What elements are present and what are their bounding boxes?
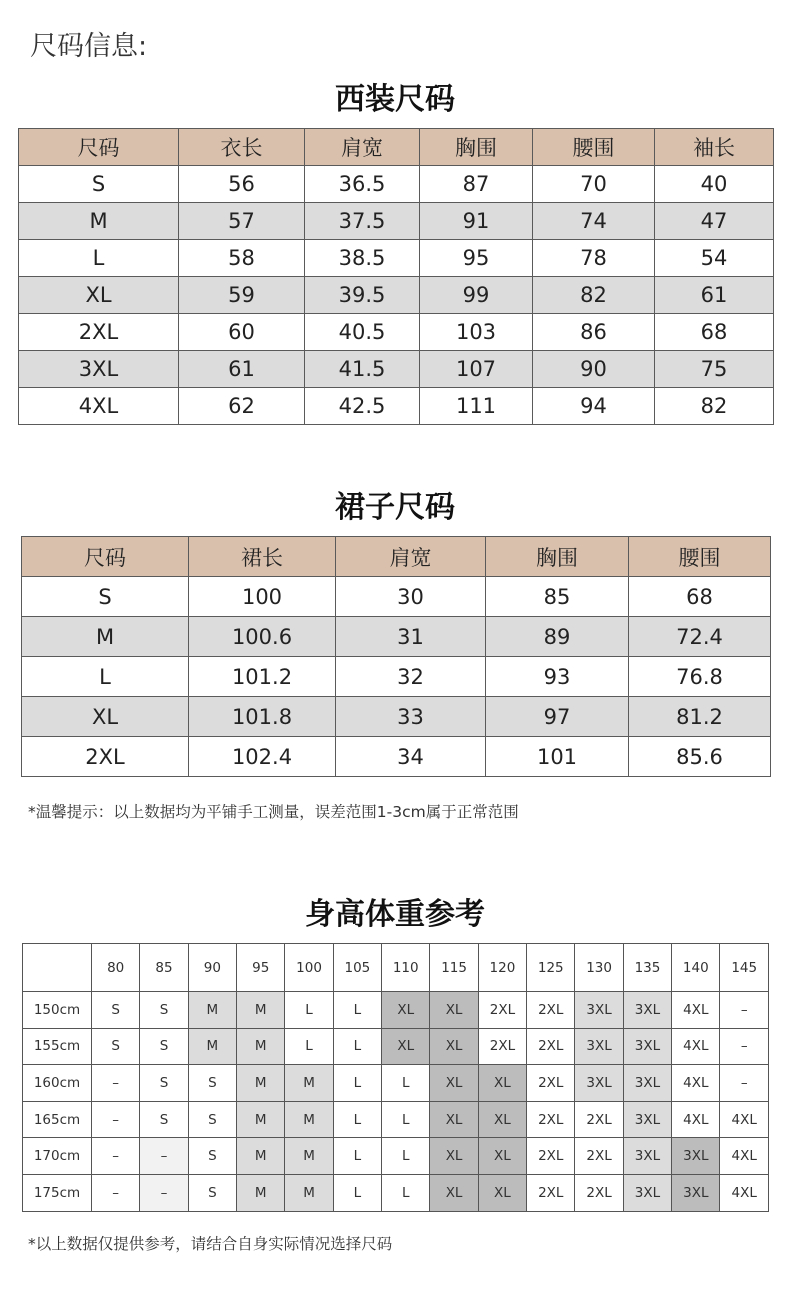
size-cell: –	[140, 1138, 188, 1175]
size-cell: –	[92, 1138, 140, 1175]
measurement-cell: 56	[179, 166, 305, 203]
size-label-cell: XL	[19, 277, 179, 314]
size-cell: XL	[478, 1065, 526, 1102]
weight-header-cell: 145	[720, 944, 769, 992]
size-cell: L	[333, 1138, 381, 1175]
table-row	[22, 697, 771, 737]
measurement-cell: 61	[179, 351, 305, 388]
height-row	[23, 1028, 769, 1065]
column-header: 胸围	[486, 537, 629, 577]
size-cell: M	[237, 1065, 285, 1102]
size-cell: XL	[382, 992, 430, 1029]
measurement-cell: 101.8	[189, 697, 336, 737]
size-cell: M	[237, 1174, 285, 1211]
measurement-cell: 76.8	[629, 657, 771, 697]
measurement-note: *温馨提示：以上数据均为平铺手工测量，误差范围1-3cm属于正常范围	[28, 803, 519, 821]
measurement-cell: 31	[336, 617, 486, 657]
weight-header-cell: 130	[575, 944, 623, 992]
size-cell: 2XL	[527, 1065, 575, 1102]
size-cell: S	[140, 992, 188, 1029]
table-row	[22, 577, 771, 617]
size-cell: S	[140, 1028, 188, 1065]
measurement-cell: 74	[533, 203, 655, 240]
size-cell: –	[720, 1028, 769, 1065]
size-label-cell: M	[22, 617, 189, 657]
size-cell: XL	[430, 1101, 478, 1138]
corner-header-cell	[23, 944, 92, 992]
measurement-cell: 68	[629, 577, 771, 617]
size-cell: L	[333, 992, 381, 1029]
size-label-cell: L	[19, 240, 179, 277]
table-row	[19, 314, 774, 351]
size-cell: XL	[430, 992, 478, 1029]
measurement-cell: 107	[420, 351, 533, 388]
size-label-cell: L	[22, 657, 189, 697]
height-label-cell: 160cm	[23, 1065, 92, 1102]
weight-header-cell: 135	[623, 944, 671, 992]
weight-header-row	[23, 944, 769, 992]
size-cell: L	[285, 1028, 333, 1065]
size-cell: 2XL	[575, 1174, 623, 1211]
size-cell: 2XL	[478, 992, 526, 1029]
height-label-cell: 150cm	[23, 992, 92, 1029]
size-cell: M	[237, 1101, 285, 1138]
size-label-cell: S	[22, 577, 189, 617]
height-label-cell: 165cm	[23, 1101, 92, 1138]
size-cell: 4XL	[672, 1065, 720, 1102]
weight-header-cell: 85	[140, 944, 188, 992]
column-header: 肩宽	[305, 129, 420, 166]
suit-size-table	[18, 128, 774, 425]
table-row	[19, 351, 774, 388]
measurement-cell: 101	[486, 737, 629, 777]
height-weight-table	[22, 943, 769, 1212]
measurement-cell: 87	[420, 166, 533, 203]
size-cell: L	[382, 1174, 430, 1211]
column-header: 腰围	[533, 129, 655, 166]
size-cell: 4XL	[672, 992, 720, 1029]
size-cell: S	[140, 1101, 188, 1138]
measurement-cell: 91	[420, 203, 533, 240]
size-cell: M	[237, 1138, 285, 1175]
weight-header-cell: 110	[382, 944, 430, 992]
size-cell: 3XL	[672, 1138, 720, 1175]
height-row	[23, 1174, 769, 1211]
measurement-cell: 85.6	[629, 737, 771, 777]
size-cell: 4XL	[720, 1174, 769, 1211]
size-cell: XL	[430, 1028, 478, 1065]
measurement-cell: 97	[486, 697, 629, 737]
header-row	[22, 537, 771, 577]
size-cell: 2XL	[478, 1028, 526, 1065]
size-cell: S	[140, 1065, 188, 1102]
size-cell: –	[92, 1101, 140, 1138]
size-cell: S	[92, 1028, 140, 1065]
size-cell: 3XL	[623, 1028, 671, 1065]
measurement-cell: 90	[533, 351, 655, 388]
size-cell: M	[237, 1028, 285, 1065]
column-header: 裙长	[189, 537, 336, 577]
measurement-cell: 59	[179, 277, 305, 314]
size-cell: 3XL	[575, 992, 623, 1029]
measurement-cell: 54	[655, 240, 774, 277]
size-cell: 4XL	[720, 1138, 769, 1175]
measurement-cell: 40	[655, 166, 774, 203]
measurement-cell: 78	[533, 240, 655, 277]
table-row	[22, 657, 771, 697]
weight-header-cell: 90	[188, 944, 236, 992]
measurement-cell: 100.6	[189, 617, 336, 657]
weight-header-cell: 80	[92, 944, 140, 992]
size-cell: 4XL	[720, 1101, 769, 1138]
measurement-cell: 32	[336, 657, 486, 697]
size-cell: M	[237, 992, 285, 1029]
size-cell: M	[285, 1101, 333, 1138]
height-row	[23, 1101, 769, 1138]
size-cell: M	[285, 1138, 333, 1175]
measurement-cell: 81.2	[629, 697, 771, 737]
size-cell: XL	[430, 1174, 478, 1211]
size-cell: 3XL	[672, 1174, 720, 1211]
measurement-cell: 101.2	[189, 657, 336, 697]
skirt-size-table	[21, 536, 771, 777]
size-cell: 4XL	[672, 1101, 720, 1138]
measurement-cell: 62	[179, 388, 305, 425]
measurement-cell: 75	[655, 351, 774, 388]
measurement-cell: 38.5	[305, 240, 420, 277]
size-label-cell: 2XL	[22, 737, 189, 777]
size-cell: M	[285, 1065, 333, 1102]
measurement-cell: 60	[179, 314, 305, 351]
column-header: 腰围	[629, 537, 771, 577]
table-row	[22, 737, 771, 777]
size-cell: L	[333, 1065, 381, 1102]
height-label-cell: 170cm	[23, 1138, 92, 1175]
height-weight-title: 身高体重参考	[305, 897, 485, 932]
size-cell: S	[188, 1138, 236, 1175]
size-cell: 4XL	[672, 1028, 720, 1065]
size-cell: 3XL	[575, 1028, 623, 1065]
weight-header-cell: 95	[237, 944, 285, 992]
size-cell: 2XL	[527, 1101, 575, 1138]
measurement-cell: 85	[486, 577, 629, 617]
measurement-cell: 58	[179, 240, 305, 277]
column-header: 尺码	[22, 537, 189, 577]
size-cell: XL	[478, 1101, 526, 1138]
size-cell: 3XL	[623, 1138, 671, 1175]
reference-note: *以上数据仅提供参考，请结合自身实际情况选择尺码	[28, 1235, 393, 1253]
weight-header-cell: 100	[285, 944, 333, 992]
size-cell: S	[188, 1174, 236, 1211]
skirt-size-title: 裙子尺码	[335, 490, 455, 525]
measurement-cell: 37.5	[305, 203, 420, 240]
size-cell: XL	[430, 1138, 478, 1175]
size-cell: XL	[478, 1138, 526, 1175]
measurement-cell: 100	[189, 577, 336, 617]
measurement-cell: 40.5	[305, 314, 420, 351]
weight-header-cell: 140	[672, 944, 720, 992]
measurement-cell: 68	[655, 314, 774, 351]
size-cell: 2XL	[527, 1174, 575, 1211]
measurement-cell: 95	[420, 240, 533, 277]
size-cell: 3XL	[623, 992, 671, 1029]
size-cell: 2XL	[575, 1101, 623, 1138]
size-cell: 2XL	[527, 1138, 575, 1175]
measurement-cell: 34	[336, 737, 486, 777]
size-cell: L	[382, 1101, 430, 1138]
weight-header-cell: 125	[527, 944, 575, 992]
height-label-cell: 155cm	[23, 1028, 92, 1065]
size-cell: 3XL	[623, 1065, 671, 1102]
size-cell: 2XL	[527, 992, 575, 1029]
measurement-cell: 36.5	[305, 166, 420, 203]
size-cell: L	[333, 1028, 381, 1065]
size-cell: –	[92, 1174, 140, 1211]
table-row	[19, 203, 774, 240]
measurement-cell: 47	[655, 203, 774, 240]
height-row	[23, 1138, 769, 1175]
size-label-cell: S	[19, 166, 179, 203]
measurement-cell: 61	[655, 277, 774, 314]
table-row	[19, 240, 774, 277]
size-cell: –	[92, 1065, 140, 1102]
size-cell: –	[720, 1065, 769, 1102]
column-header: 袖长	[655, 129, 774, 166]
size-cell: 3XL	[575, 1065, 623, 1102]
table-row	[19, 388, 774, 425]
size-cell: XL	[382, 1028, 430, 1065]
size-cell: 2XL	[575, 1138, 623, 1175]
measurement-cell: 82	[533, 277, 655, 314]
table-row	[19, 166, 774, 203]
table-row	[22, 617, 771, 657]
size-label-cell: 2XL	[19, 314, 179, 351]
column-header: 衣长	[179, 129, 305, 166]
size-label-cell: M	[19, 203, 179, 240]
measurement-cell: 86	[533, 314, 655, 351]
measurement-cell: 70	[533, 166, 655, 203]
measurement-cell: 94	[533, 388, 655, 425]
size-cell: L	[333, 1101, 381, 1138]
size-cell: L	[285, 992, 333, 1029]
measurement-cell: 102.4	[189, 737, 336, 777]
size-cell: M	[285, 1174, 333, 1211]
column-header: 尺码	[19, 129, 179, 166]
size-cell: S	[188, 1101, 236, 1138]
size-label-cell: 4XL	[19, 388, 179, 425]
height-row	[23, 992, 769, 1029]
header-row	[19, 129, 774, 166]
size-cell: M	[188, 1028, 236, 1065]
measurement-cell: 33	[336, 697, 486, 737]
weight-header-cell: 115	[430, 944, 478, 992]
measurement-cell: 89	[486, 617, 629, 657]
size-cell: –	[720, 992, 769, 1029]
measurement-cell: 42.5	[305, 388, 420, 425]
size-cell: L	[333, 1174, 381, 1211]
suit-size-title: 西装尺码	[335, 82, 455, 117]
size-label-cell: XL	[22, 697, 189, 737]
size-cell: XL	[478, 1174, 526, 1211]
measurement-cell: 57	[179, 203, 305, 240]
column-header: 肩宽	[336, 537, 486, 577]
size-label-cell: 3XL	[19, 351, 179, 388]
size-cell: 2XL	[527, 1028, 575, 1065]
size-cell: 3XL	[623, 1101, 671, 1138]
measurement-cell: 30	[336, 577, 486, 617]
measurement-cell: 72.4	[629, 617, 771, 657]
size-cell: L	[382, 1065, 430, 1102]
measurement-cell: 82	[655, 388, 774, 425]
size-cell: S	[188, 1065, 236, 1102]
height-row	[23, 1065, 769, 1102]
size-cell: XL	[430, 1065, 478, 1102]
size-cell: M	[188, 992, 236, 1029]
table-row	[19, 277, 774, 314]
measurement-cell: 93	[486, 657, 629, 697]
page-header-title: 尺码信息:	[30, 31, 148, 62]
weight-header-cell: 105	[333, 944, 381, 992]
measurement-cell: 39.5	[305, 277, 420, 314]
size-cell: S	[92, 992, 140, 1029]
size-cell: 3XL	[623, 1174, 671, 1211]
size-cell: –	[140, 1174, 188, 1211]
measurement-cell: 99	[420, 277, 533, 314]
height-label-cell: 175cm	[23, 1174, 92, 1211]
measurement-cell: 41.5	[305, 351, 420, 388]
measurement-cell: 103	[420, 314, 533, 351]
size-cell: L	[382, 1138, 430, 1175]
measurement-cell: 111	[420, 388, 533, 425]
weight-header-cell: 120	[478, 944, 526, 992]
column-header: 胸围	[420, 129, 533, 166]
